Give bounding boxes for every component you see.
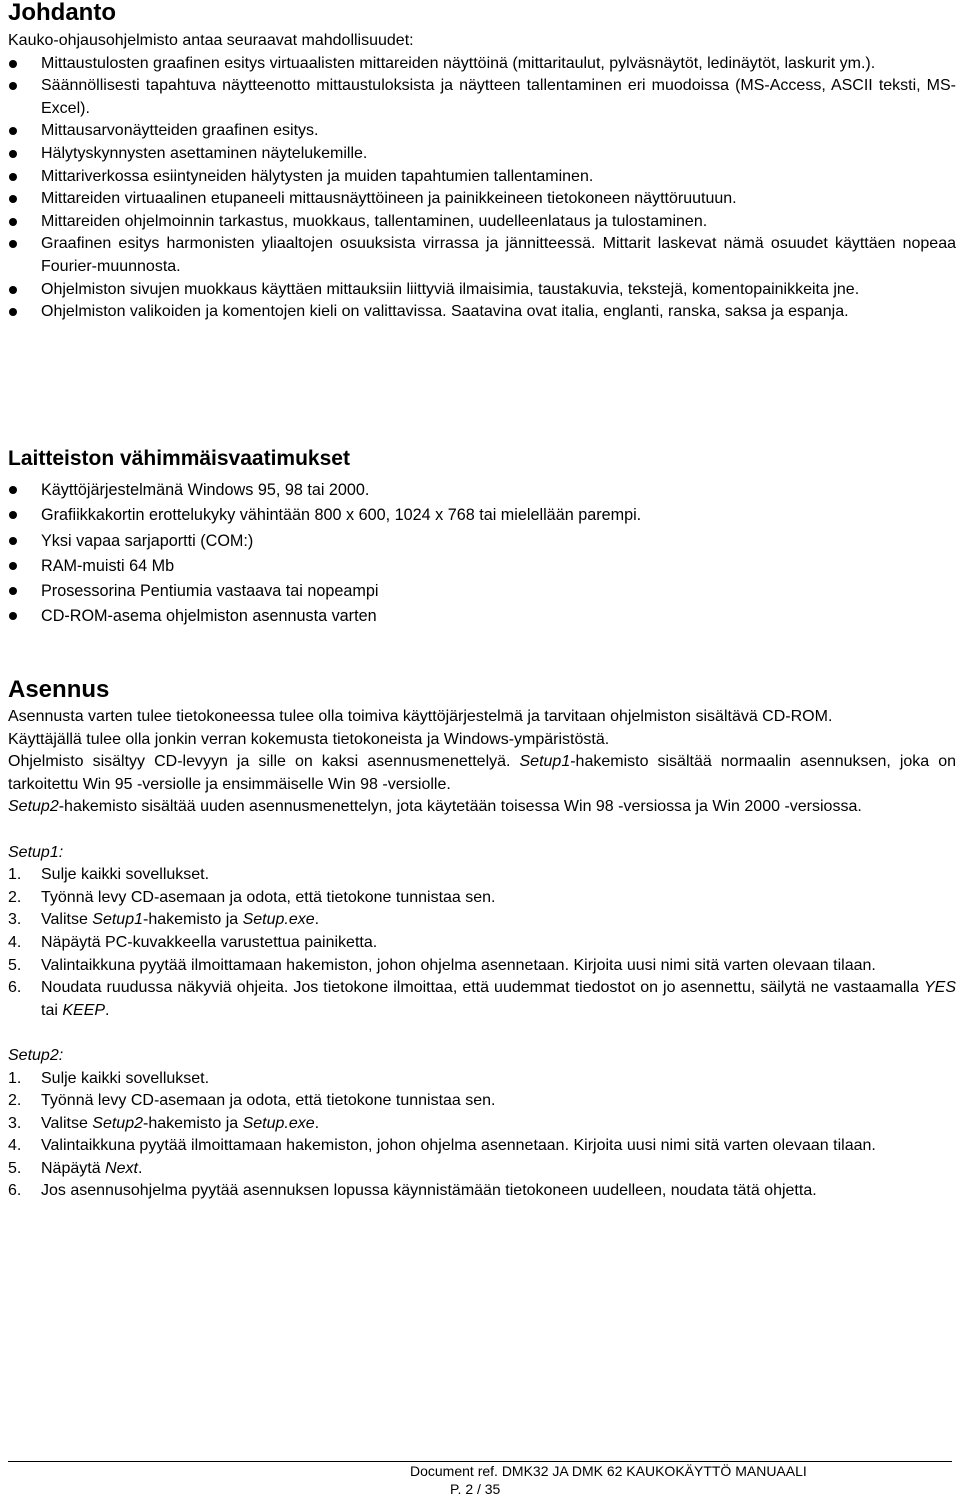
laitteisto-bullet-item <box>8 478 956 503</box>
johdanto-bullet-item-text: Mittariverkossa esiintyneiden hälytysten ja muiden tapahtumien tallentaminen. <box>41 167 594 185</box>
johdanto-bullet-item <box>8 188 956 211</box>
bullet-icon <box>9 240 17 248</box>
bullet-icon <box>9 150 17 158</box>
bullet-icon <box>9 537 17 545</box>
setup2-step <box>8 1090 956 1113</box>
footer-doc-ref: Document ref. DMK32 JA DMK 62 KAUKOKÄYTTÖ MANUAALI <box>410 1463 807 1479</box>
p4-setup2-italic: Setup2 <box>8 798 59 816</box>
bullet-icon <box>9 562 17 570</box>
p3-text: Ohjelmisto sisältyy CD-levyyn ja sille on kaksi asennusmenettelyä. <box>8 753 520 771</box>
bullet-icon <box>9 195 17 203</box>
laitteisto-bullet-item-text: Grafiikkakortin erottelukyky vähintään 800 x 600, 1024 x 768 tai mielellään parempi. <box>41 506 642 525</box>
setup2-step-number: 6. <box>8 1182 22 1200</box>
setup1-step <box>8 864 956 887</box>
bullet-icon <box>9 218 17 226</box>
setup2-step-text: Työnnä levy CD-asemaan ja odota, että tietokone tunnistaa sen. <box>41 1092 496 1110</box>
setup2-step <box>8 1068 956 1091</box>
johdanto-bullet-item <box>8 143 956 166</box>
johdanto-bullet-item <box>8 301 956 324</box>
setup2-label <box>8 1045 956 1068</box>
p3-text-2: -hakemisto sisältää normaalin asennuksen, joka on tarkoitettu Win 95 -versiolle ja ensimmäiselle Win 98 -versiolle. <box>8 753 956 793</box>
johdanto-bullet-item-text: Hälytyskynnysten asettaminen näytelukemille. <box>41 144 368 162</box>
setup2-step-text: Sulje kaikki sovellukset. <box>41 1069 210 1087</box>
johdanto-bullet-item-text: Ohjelmiston sivujen muokkaus käyttäen mittauksiin liittyviä ilmaisimia, taustakuvia, tekstejä, komentopainikkeita jne. <box>41 280 860 298</box>
laitteisto-bullet-item-text: Käyttöjärjestelmänä Windows 95, 98 tai 2000. <box>41 481 370 499</box>
laitteisto-bullet-item-text: RAM-muisti 64 Mb <box>41 556 175 575</box>
laitteisto-bullet-item-text: Yksi vapaa sarjaportti (COM:) <box>41 531 254 550</box>
setup1-step-text: Näpäytä PC-kuvakkeella varustettua painiketta. <box>41 933 378 951</box>
bullet-icon <box>9 127 17 135</box>
setup2-step-number: 4. <box>8 1137 22 1155</box>
spacer <box>8 819 956 842</box>
setup1-step-number: 5. <box>8 956 22 974</box>
setup1-step-text: Setup1 <box>92 911 143 929</box>
bullet-icon <box>9 173 17 181</box>
footer-divider <box>8 1461 952 1462</box>
setup2-step-text: . <box>137 1159 143 1177</box>
setup1-step-text: -hakemisto ja <box>143 911 243 929</box>
johdanto-bullet-item-text: Graafinen esitys harmonisten yliaaltojen osuuksista virrassa ja jännitteessä. Mittarit laskevat nämä osuudet käyttäen nopeaa Fourier-muunnosta. <box>41 235 956 275</box>
johdanto-bullet-item-text: Mittausarvonäytteiden graafinen esitys. <box>41 122 319 140</box>
setup1-label-text: Setup1: <box>8 843 64 861</box>
johdanto-bullet-item <box>8 166 956 189</box>
johdanto-bullet-item <box>8 53 956 76</box>
setup2-step-text: Setup2 <box>92 1114 143 1132</box>
laitteisto-bullet-item-text: CD-ROM-asema ohjelmiston asennusta varten <box>41 607 377 626</box>
laitteisto-bullet-item-text: Prosessorina Pentiumia vastaava tai nopeampi <box>41 582 379 601</box>
johdanto-bullet-item-text: Mittareiden ohjelmoinnin tarkastus, muokkaus, tallentaminen, uudelleenlataus ja tulostaminen. <box>41 212 708 230</box>
laitteisto-bullet-item <box>8 554 956 579</box>
laitteisto-bullet-item <box>8 503 956 528</box>
setup1-step-text: . <box>105 1001 110 1019</box>
setup1-step-number: 6. <box>8 979 22 997</box>
spacer <box>8 1022 956 1045</box>
setup1-step <box>8 909 956 932</box>
setup1-step-text: . <box>314 911 320 929</box>
setup1-label <box>8 842 956 865</box>
setup1-step-number: 4. <box>8 933 22 951</box>
asennus-body <box>8 706 956 1203</box>
setup2-label-text: Setup2: <box>8 1046 64 1064</box>
setup2-step-text: Valitse <box>41 1114 93 1132</box>
setup2-step-number: 3. <box>8 1114 22 1132</box>
johdanto-bullet-item <box>8 211 956 234</box>
johdanto-bullet-item <box>8 120 956 143</box>
setup2-step-text: . <box>314 1114 320 1132</box>
p4-text: -hakemisto sisältää uuden asennusmenettelyn, jota käytetään toisessa Win 98 -versiossa ja Win 2000 -versiossa. <box>58 798 862 816</box>
setup1-step <box>8 955 956 978</box>
setup1-steps <box>8 864 956 1022</box>
asennus-paragraph-3 <box>8 751 956 796</box>
section-title-laitteisto: Laitteiston vähimmäisvaatimukset <box>8 447 350 470</box>
bullet-icon <box>9 511 17 519</box>
bullet-icon <box>9 308 17 316</box>
setup1-step-text: tai <box>41 1001 63 1019</box>
setup2-steps <box>8 1068 956 1204</box>
bullet-icon <box>9 60 17 68</box>
johdanto-bullet-item <box>8 279 956 302</box>
bullet-icon <box>9 286 17 294</box>
bullet-icon <box>9 82 17 90</box>
johdanto-bullet-item-text: Mittaustulosten graafinen esitys virtuaalisten mittareiden näyttöinä (mittaritaulut, pylväsnäytöt, ledinäytöt, laskurit ym.). <box>41 54 876 72</box>
setup1-step-text: Työnnä levy CD-asemaan ja odota, että tietokone tunnistaa sen. <box>41 888 496 906</box>
setup2-step-number: 2. <box>8 1092 22 1110</box>
laitteisto-bullet-item <box>8 529 956 554</box>
laitteisto-body <box>8 478 956 630</box>
setup1-step-text: Noudata ruudussa näkyviä ohjeita. Jos tietokone ilmoittaa, että uudemmat tiedostot on jo asennettu, säilytä ne vastaamalla <box>41 979 924 997</box>
footer-page-number: P. 2 / 35 <box>450 1481 501 1497</box>
setup2-step-text: Setup.exe <box>242 1114 315 1132</box>
setup2-step-text: Valintaikkuna pyytää ilmoittamaan hakemiston, johon ohjelma asennetaan. Kirjoita uusi nimi sitä varten olevaan tilaan. <box>41 1137 876 1155</box>
setup2-step-text: Next <box>105 1159 138 1177</box>
johdanto-bullet-item <box>8 233 956 278</box>
setup1-step-text: Valintaikkuna pyytää ilmoittamaan hakemiston, johon ohjelma asennetaan. Kirjoita uusi nimi sitä varten olevaan tilaan. <box>41 956 876 974</box>
setup1-step <box>8 977 956 1022</box>
asennus-paragraph-4 <box>8 796 956 819</box>
p3-setup1-italic: Setup1 <box>519 753 571 771</box>
laitteisto-bullet-item <box>8 604 956 629</box>
section-title-johdanto: Johdanto <box>8 0 116 26</box>
bullet-icon <box>9 486 17 494</box>
section-title-asennus: Asennus <box>8 676 110 703</box>
johdanto-bullet-item-text: Säännöllisesti tapahtuva näytteenotto mittaustuloksista ja näytteen tallentaminen eri muodoissa (MS-Access, ASCII teksti, MS-Excel). <box>41 77 956 117</box>
laitteisto-bullet-list <box>8 478 956 630</box>
setup1-step-number: 1. <box>8 866 22 884</box>
setup1-step-number: 2. <box>8 888 22 906</box>
setup2-step-text: -hakemisto ja <box>143 1114 243 1132</box>
johdanto-bullet-item-text: Mittareiden virtuaalinen etupaneeli mittausnäyttöineen ja painikkeineen tietokoneen näyttöruutuun. <box>41 190 737 208</box>
laitteisto-bullet-item <box>8 579 956 604</box>
setup1-step-number: 3. <box>8 911 22 929</box>
johdanto-bullet-list <box>8 53 956 324</box>
setup1-step-text: KEEP <box>62 1001 106 1019</box>
johdanto-intro: Kauko-ohjausohjelmisto antaa seuraavat mahdollisuudet: <box>8 32 414 49</box>
johdanto-body <box>8 30 956 324</box>
asennus-paragraph-2: Käyttäjällä tulee olla jonkin verran kokemusta tietokoneista ja Windows-ympäristöstä. <box>8 730 610 748</box>
bullet-icon <box>9 612 17 620</box>
setup2-step-text: Jos asennusohjelma pyytää asennuksen lopussa käynnistämään tietokoneen uudelleen, noudata tätä ohjetta. <box>41 1182 817 1200</box>
asennus-paragraph-1: Asennusta varten tulee tietokoneessa tulee olla toimiva käyttöjärjestelmä ja tarvitaan ohjelmiston sisältävä CD-ROM. <box>8 708 833 725</box>
johdanto-bullet-item <box>8 75 956 120</box>
setup2-step-number: 5. <box>8 1159 22 1177</box>
bullet-icon <box>9 587 17 595</box>
setup2-step-number: 1. <box>8 1069 22 1087</box>
setup2-step <box>8 1135 956 1158</box>
setup2-step <box>8 1180 956 1203</box>
setup2-step <box>8 1113 956 1136</box>
johdanto-bullet-item-text: Ohjelmiston valikoiden ja komentojen kieli on valittavissa. Saatavina ovat italia, englanti, ranska, saksa ja espanja. <box>41 303 849 321</box>
setup1-step <box>8 932 956 955</box>
setup1-step-text: Valitse <box>41 911 93 929</box>
setup1-step-text: YES <box>923 979 956 997</box>
setup1-step-text: Sulje kaikki sovellukset. <box>41 866 210 884</box>
setup1-step <box>8 887 956 910</box>
setup2-step-text: Näpäytä <box>41 1159 106 1177</box>
setup1-step-text: Setup.exe <box>242 911 315 929</box>
setup2-step <box>8 1158 956 1181</box>
